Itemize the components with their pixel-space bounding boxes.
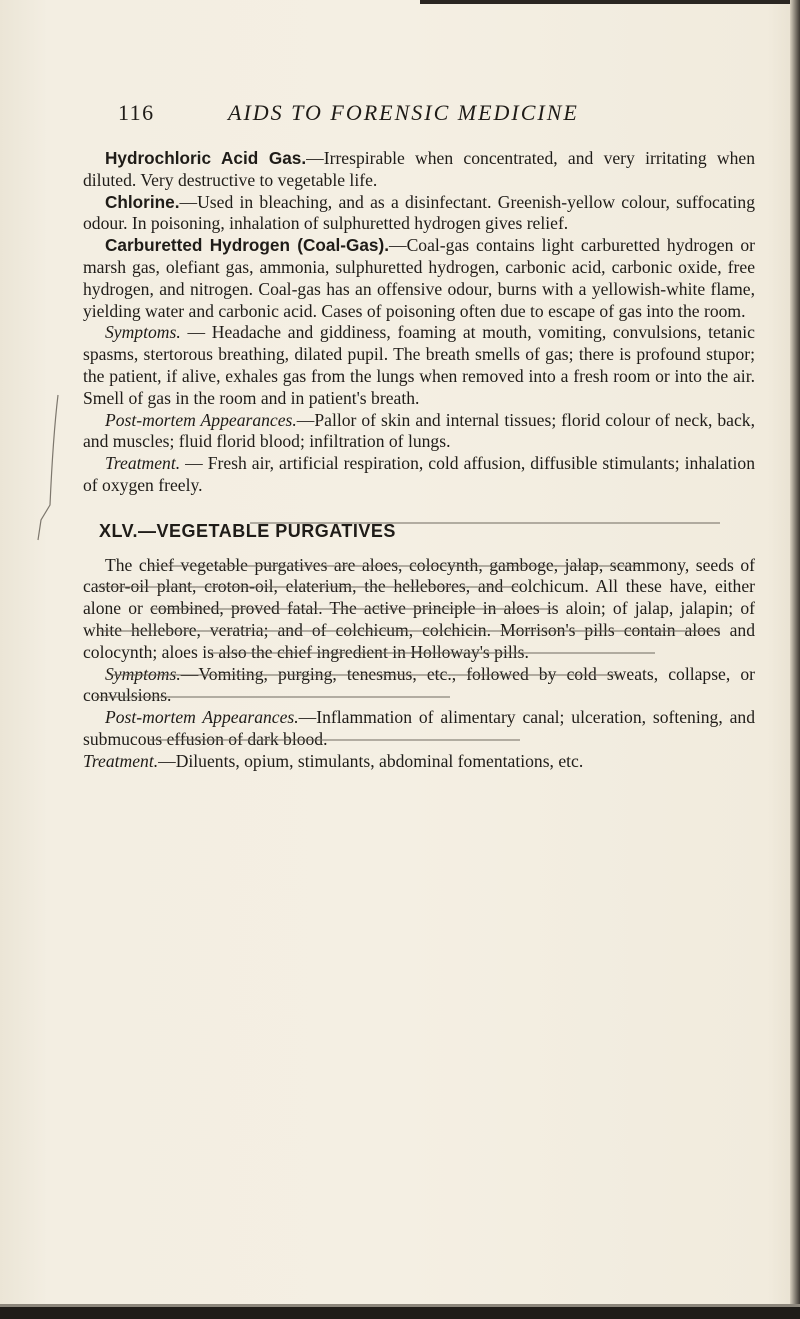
text-purgatives-treatment: —Diluents, opium, stimulants, abdominal fomentations, etc. (158, 750, 584, 771)
text-coal-gas: —Coal-gas contains light carburetted hydrogen or marsh gas, olefiant gas, ammonia, sulphuretted hydrogen, carbonic acid, carbonic oxide, free hydrogen, and nitrogen. Coal-gas has an offensive odour, burns with a yellowish-white flame, yielding water and carbonic acid. Cases of poisoning often due to escape of gas into the room. (83, 235, 755, 321)
text-purgatives-symptoms: —Vomiting, purging, tenesmus, etc., followed by cold sweats, collapse, or convulsions. (83, 663, 755, 706)
paragraph-purgatives-intro (83, 555, 755, 664)
text-hydrochloric-acid: —Irrespirable when concentrated, and very irritating when diluted. Very destructive to vegetable life. (83, 148, 755, 190)
paragraph-purgatives-treatment (83, 751, 755, 773)
page-number: 116 (118, 100, 155, 125)
running-header (118, 100, 738, 130)
running-title: AIDS TO FORENSIC MEDICINE (228, 100, 579, 125)
paragraph-coal-gas-symptoms (83, 322, 755, 409)
section-heading: XLV.—VEGETABLE PURGATIVES (99, 520, 396, 541)
page-edge-bottom (0, 1307, 800, 1319)
label-treatment: Treatment. (105, 453, 181, 474)
term-coal-gas: Carburetted Hydrogen (Coal-Gas). (105, 235, 389, 256)
text-purgatives-intro: The chief vegetable purgatives are aloes, colocynth, gamboge, jalap, scammony, seeds of castor-oil plant, croton-oil, elaterium, the hellebores, and colchicum. All these have, either alone or combined, proved fatal. The active principle in aloes is aloin; of jalap, jalapin; of white hellebore, veratria; and of colchicum, colchicin. Morrison's pills contain aloes and colocynth; aloes is also the chief ingredient in Holloway's pills. (83, 554, 755, 662)
text-coal-gas-treatment: — Fresh air, artificial respiration, cold affusion, diffusible stimulants; inhalation of oxygen freely. (83, 453, 755, 495)
label-symptoms: Symptoms. (105, 663, 181, 684)
page-edge-right (790, 0, 800, 1319)
text-coal-gas-post-mortem: —Pallor of skin and internal tissues; florid colour of neck, back, and muscles; fluid florid blood; infiltration of lungs. (83, 409, 755, 452)
text-chlorine: —Used in bleaching, and as a disinfectant. Greenish-yellow colour, suffocating odour. In poisoning, inhalation of sulphuretted hydrogen gives relief. (83, 191, 755, 234)
label-treatment: Treatment. (83, 750, 159, 771)
page-edge-top (420, 0, 800, 4)
page-body (83, 148, 755, 773)
label-post-mortem: Post-mortem Appearances. (105, 409, 297, 430)
label-symptoms: Symptoms. (105, 322, 181, 343)
text-coal-gas-symptoms: — Headache and giddiness, foaming at mouth, vomiting, convulsions, tetanic spasms, stertorous breathing, dilated pupil. The breath smells of gas; there is profound stupor; the patient, if alive, exhales gas from the lungs when removed into a fresh room or into the air. Smell of gas in the room and in patient's breath. (83, 322, 755, 408)
paragraph-chlorine (83, 192, 755, 236)
paragraph-coal-gas-treatment (83, 453, 755, 497)
text-purgatives-post-mortem: —Inflammation of alimentary canal; ulceration, softening, and submucous effusion of dark blood. (83, 707, 755, 749)
pencil-margin-line (38, 395, 58, 540)
paragraph-purgatives-symptoms (83, 664, 755, 708)
paragraph-coal-gas-post-mortem (83, 410, 755, 454)
paragraph-hydrochloric-acid (83, 148, 755, 192)
paragraph-coal-gas (83, 235, 755, 322)
term-chlorine: Chlorine. (105, 191, 180, 212)
paragraph-purgatives-post-mortem (83, 707, 755, 751)
label-post-mortem: Post-mortem Appearances. (105, 707, 299, 728)
term-hydrochloric-acid: Hydrochloric Acid Gas. (105, 148, 307, 168)
